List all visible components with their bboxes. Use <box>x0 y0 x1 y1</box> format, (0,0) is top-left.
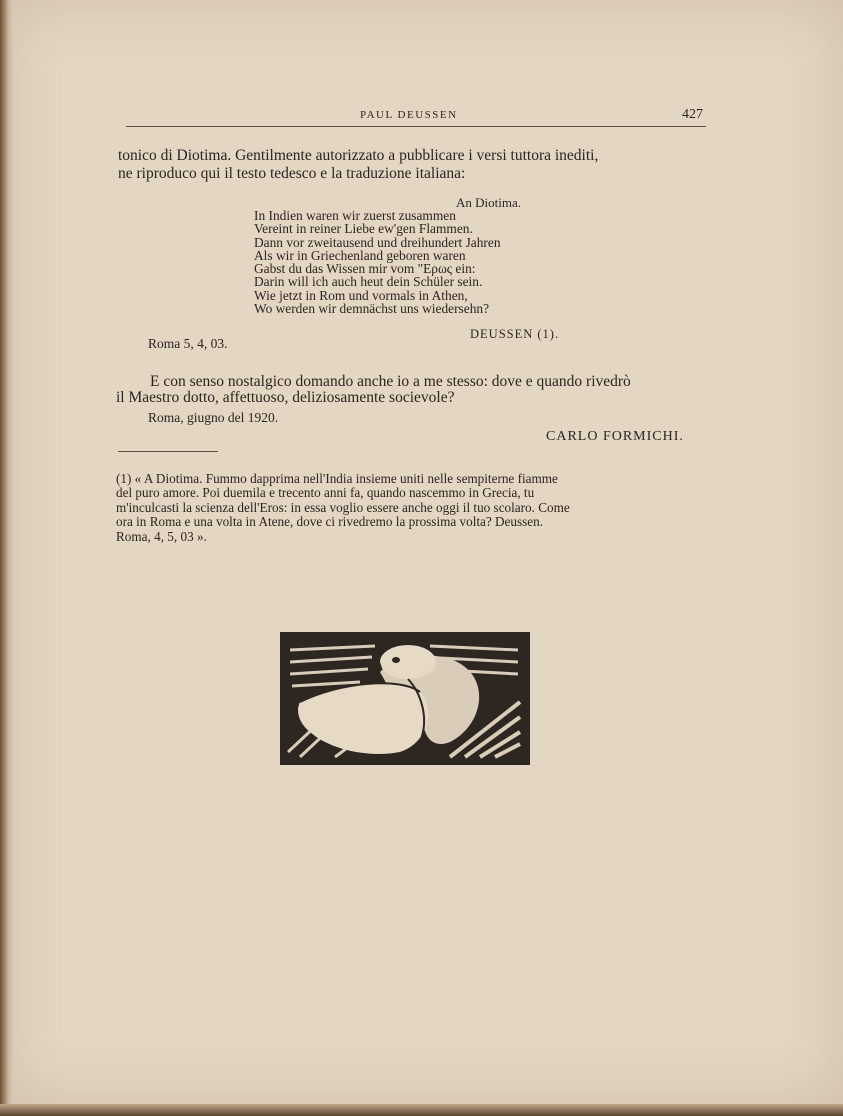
poem-title: An Diotima. <box>456 195 521 210</box>
poem-line: Dann vor zweitausend und dreihundert Jahren <box>254 234 501 250</box>
poem-date: Roma 5, 4, 03. <box>148 336 228 351</box>
body-line-2: ne riproduco qui il testo tedesco e la traduzione italiana: <box>118 165 466 182</box>
closing-date: Roma, giugno del 1920. <box>148 410 279 425</box>
footnote-line: del puro amore. Poi duemila e trecento anni fa, quando nascemmo in Grecia, tu <box>116 485 535 501</box>
poem-line: Als wir in Griechenland geboren waren <box>254 247 466 263</box>
poem-signature: DEUSSEN (1). <box>470 327 560 341</box>
footnote-line: ora in Roma e una volta in Atene, dove ci rivedremo la prossima volta? Deussen. <box>116 514 544 530</box>
footnote-line: m'inculcasti la scienza dell'Eros: in essa voglio essere anche oggi il tuo scolaro. Come <box>116 499 570 515</box>
running-head: PAUL DEUSSEN <box>360 109 458 121</box>
footnote-line: (1) « A Diotima. Fummo dapprima nell'India insieme uniti nelle sempiterne fiamme <box>116 471 558 486</box>
poem-line: Wo werden wir demnächst uns wiedersehn? <box>254 301 490 317</box>
poem-line: In Indien waren wir zuerst zusammen <box>254 208 456 223</box>
poem-line: Darin will ich auch heut dein Schüler sein. <box>254 274 483 290</box>
header-rule <box>126 126 706 127</box>
footnote <box>116 472 701 544</box>
woodcut-doves-icon <box>280 632 530 765</box>
body-line-1: tonico di Diotima. Gentilmente autorizzato a pubblicare i versi tuttora inediti, <box>118 147 599 164</box>
poem-line: Gabst du das Wissen mir vom "Ερως ein: <box>254 261 476 277</box>
closing-signature: CARLO FORMICHI. <box>546 429 684 444</box>
footnote-rule <box>118 451 218 452</box>
poem-line: Wie jetzt in Rom und vormals in Athen, <box>254 287 468 303</box>
footnote-line: Roma, 4, 5, 03 ». <box>116 528 207 544</box>
poem-block <box>254 209 501 315</box>
page-number: 427 <box>682 107 703 122</box>
closing-line-2: il Maestro dotto, affettuoso, deliziosamente socievole? <box>116 389 455 406</box>
page-binding-edge <box>0 0 14 1116</box>
page-bottom-edge <box>0 1104 843 1116</box>
closing-line-1: E con senso nostalgico domando anche io a me stesso: dove e quando rivedrò <box>150 373 631 390</box>
poem-line: Vereint in reiner Liebe ew'gen Flammen. <box>254 221 473 237</box>
